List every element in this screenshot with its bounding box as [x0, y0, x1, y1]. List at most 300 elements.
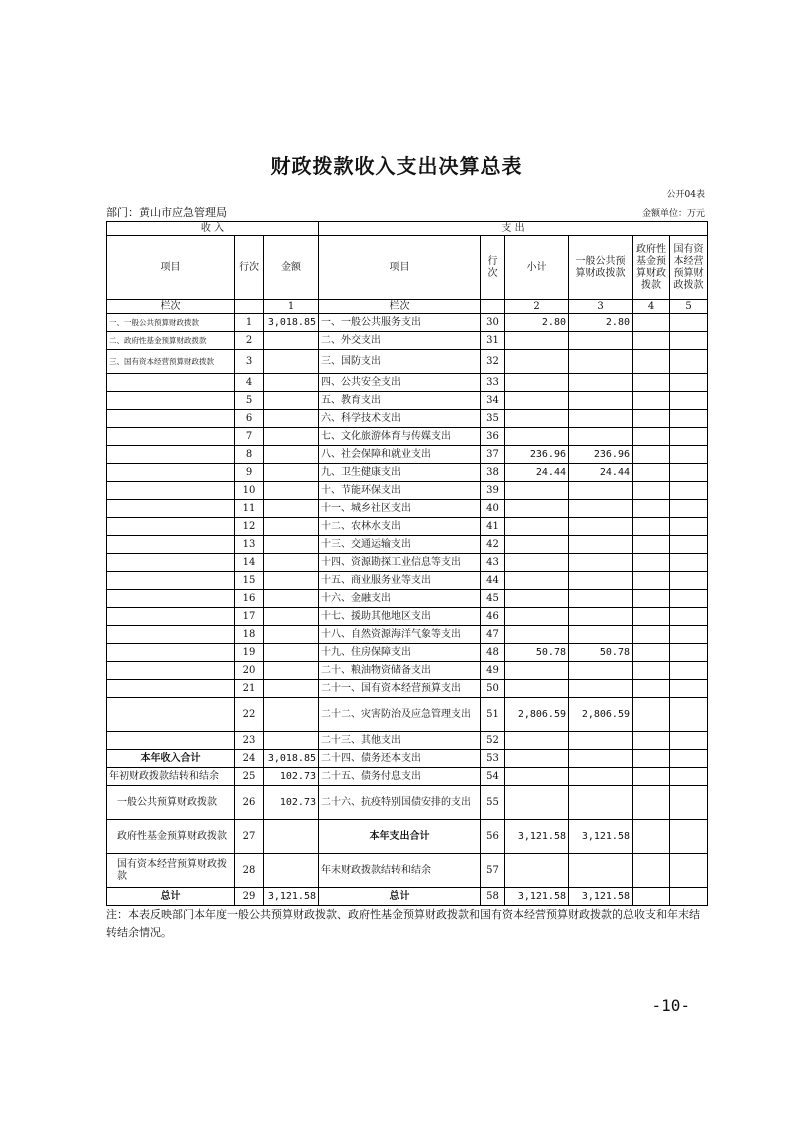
table-row: [107, 314, 708, 332]
income-row-number: 12: [235, 518, 264, 536]
expense-subtotal: 2,806.59: [505, 698, 569, 732]
expense-row-number: 51: [481, 698, 505, 732]
fund-budget-amount: [633, 428, 670, 446]
expense-subtotal: [505, 662, 569, 680]
expense-subtotal: 2.80: [505, 314, 569, 332]
income-amount: [264, 428, 319, 446]
footnote: 注：本表反映部门本年度一般公共预算财政拨款、政府性基金预算财政拨款和国有资本经营预算财政拨款的总收支和年末结转结余情况。: [106, 908, 700, 939]
income-amount: [264, 518, 319, 536]
income-item: [107, 626, 235, 644]
general-budget-amount: 2,806.59: [569, 698, 633, 732]
expense-subtotal: [505, 750, 569, 768]
income-amount-header: 金额: [264, 236, 319, 300]
expense-subtotal: 236.96: [505, 446, 569, 464]
income-amount: 102.73: [264, 768, 319, 786]
general-budget-amount: 2.80: [569, 314, 633, 332]
table-row: [107, 662, 708, 680]
table-row: [107, 374, 708, 392]
income-row-number: 24: [235, 750, 264, 768]
income-item: [107, 644, 235, 662]
income-item: [107, 662, 235, 680]
income-row-number: 2: [235, 332, 264, 350]
fund-budget-amount: [633, 662, 670, 680]
state-capital-amount: [670, 500, 708, 518]
table-row: [107, 644, 708, 662]
table-row: [107, 518, 708, 536]
col-label-2: 栏次: [319, 300, 481, 314]
income-item: 本年收入合计: [107, 750, 235, 768]
table-row: [107, 446, 708, 464]
table-row: [107, 820, 708, 854]
income-row-number: 9: [235, 464, 264, 482]
income-item: 国有资本经营预算财政拨款: [107, 854, 235, 888]
expense-row-number: 54: [481, 768, 505, 786]
expense-subtotal: [505, 428, 569, 446]
table-row: [107, 410, 708, 428]
income-amount: [264, 350, 319, 374]
expense-row-number: 46: [481, 608, 505, 626]
income-item: 总计: [107, 888, 235, 906]
income-row-number: 10: [235, 482, 264, 500]
expense-subtotal: [505, 536, 569, 554]
col-index-5: 5: [670, 300, 708, 314]
general-budget-amount: [569, 590, 633, 608]
income-row-number: 25: [235, 768, 264, 786]
column-header-row: [107, 236, 708, 300]
expense-row-number: 47: [481, 626, 505, 644]
col-index-3: 3: [569, 300, 633, 314]
income-item: [107, 518, 235, 536]
income-row-number: 17: [235, 608, 264, 626]
income-row-number: 21: [235, 680, 264, 698]
general-budget-amount: [569, 854, 633, 888]
income-row-number: 29: [235, 888, 264, 906]
general-budget-amount: [569, 374, 633, 392]
general-budget-amount: [569, 350, 633, 374]
expense-item: 十七、援助其他地区支出: [319, 608, 481, 626]
state-capital-amount: [670, 446, 708, 464]
income-row-number: 8: [235, 446, 264, 464]
fund-budget-amount: [633, 750, 670, 768]
income-amount: [264, 410, 319, 428]
expense-subtotal: [505, 392, 569, 410]
income-amount: [264, 536, 319, 554]
income-amount: [264, 332, 319, 350]
expense-row-number: 33: [481, 374, 505, 392]
income-row-number: 27: [235, 820, 264, 854]
expense-subtotal: 3,121.58: [505, 888, 569, 906]
state-capital-amount: [670, 536, 708, 554]
state-capital-amount: [670, 314, 708, 332]
income-item: [107, 392, 235, 410]
income-row-number: 6: [235, 410, 264, 428]
income-amount: [264, 554, 319, 572]
expense-row-number: 43: [481, 554, 505, 572]
col-label: 栏次: [107, 300, 235, 314]
fund-budget-amount: [633, 698, 670, 732]
expense-row-number: 52: [481, 732, 505, 750]
page-title: 财政拨款收入支出决算总表: [270, 154, 523, 178]
income-row-number: 20: [235, 662, 264, 680]
expense-item: 十二、农林水支出: [319, 518, 481, 536]
income-item: [107, 572, 235, 590]
expense-row-number: 36: [481, 428, 505, 446]
income-amount: [264, 572, 319, 590]
expense-subtotal: [505, 410, 569, 428]
expense-item: 十五、商业服务业等支出: [319, 572, 481, 590]
expense-item: 二十二、灾害防治及应急管理支出: [319, 698, 481, 732]
expense-row-number: 57: [481, 854, 505, 888]
general-budget-amount: [569, 626, 633, 644]
state-capital-amount: [670, 732, 708, 750]
expense-item: 十一、城乡社区支出: [319, 500, 481, 518]
expense-item: 六、科学技术支出: [319, 410, 481, 428]
general-budget-amount: 236.96: [569, 446, 633, 464]
expense-row-number: 55: [481, 786, 505, 820]
table-row: [107, 732, 708, 750]
income-item: [107, 374, 235, 392]
general-budget-amount: [569, 608, 633, 626]
section-header-row: [107, 222, 708, 236]
fund-budget-amount: [633, 768, 670, 786]
income-row-number: 5: [235, 392, 264, 410]
state-capital-amount: [670, 820, 708, 854]
expense-row-number: 35: [481, 410, 505, 428]
income-row-number: 3: [235, 350, 264, 374]
expense-item: 九、卫生健康支出: [319, 464, 481, 482]
expense-item: 二、外交支出: [319, 332, 481, 350]
income-amount: [264, 482, 319, 500]
table-row: [107, 888, 708, 906]
table-row: [107, 392, 708, 410]
income-item: [107, 680, 235, 698]
general-budget-amount: [569, 750, 633, 768]
expense-item: 八、社会保障和就业支出: [319, 446, 481, 464]
table-row: [107, 680, 708, 698]
expense-row-number: 42: [481, 536, 505, 554]
state-capital-amount: [670, 854, 708, 888]
income-amount: [264, 392, 319, 410]
table-row: [107, 500, 708, 518]
table-row: [107, 590, 708, 608]
expense-item: 一、一般公共服务支出: [319, 314, 481, 332]
col-index-2: 2: [505, 300, 569, 314]
income-row-number: 23: [235, 732, 264, 750]
expense-row-number: 39: [481, 482, 505, 500]
fund-budget-amount: [633, 572, 670, 590]
state-capital-amount: [670, 332, 708, 350]
income-row-number: 4: [235, 374, 264, 392]
general-budget-amount: [569, 332, 633, 350]
expense-subtotal: 50.78: [505, 644, 569, 662]
income-header: 收 入: [107, 222, 319, 236]
income-item: [107, 698, 235, 732]
expense-subtotal: [505, 572, 569, 590]
general-budget-amount: 50.78: [569, 644, 633, 662]
income-row-number: 7: [235, 428, 264, 446]
income-item-header: 项目: [107, 236, 235, 300]
department-label: 部门：黄山市应急管理局: [106, 206, 227, 219]
expense-item: 十四、资源勘探工业信息等支出: [319, 554, 481, 572]
column-index-row: [107, 300, 708, 314]
income-row-number: 16: [235, 590, 264, 608]
expense-row-number: 32: [481, 350, 505, 374]
expense-subtotal: [505, 608, 569, 626]
expense-row-number: 44: [481, 572, 505, 590]
income-amount: 102.73: [264, 786, 319, 820]
state-capital-header: 国有资本经营预算财政拨款: [670, 236, 708, 300]
general-budget-amount: [569, 554, 633, 572]
fund-budget-amount: [633, 392, 670, 410]
general-budget-amount: 3,121.58: [569, 888, 633, 906]
table-row: [107, 332, 708, 350]
expense-subtotal: [505, 626, 569, 644]
expense-row-number: 40: [481, 500, 505, 518]
income-amount: [264, 446, 319, 464]
expense-row-number: 53: [481, 750, 505, 768]
state-capital-amount: [670, 680, 708, 698]
fund-budget-amount: [633, 500, 670, 518]
income-amount: [264, 732, 319, 750]
expense-subtotal: 24.44: [505, 464, 569, 482]
table-row: [107, 608, 708, 626]
expense-item: 本年支出合计: [319, 820, 481, 854]
expense-subtotal: [505, 786, 569, 820]
fund-budget-amount: [633, 464, 670, 482]
general-budget-amount: [569, 428, 633, 446]
expense-subtotal: [505, 518, 569, 536]
table-row: [107, 428, 708, 446]
fund-budget-amount: [633, 314, 670, 332]
fund-budget-amount: [633, 854, 670, 888]
form-number: 公开04表: [666, 190, 705, 200]
income-amount: [264, 698, 319, 732]
expense-header: 支 出: [319, 222, 708, 236]
income-item: 年初财政拨款结转和结余: [107, 768, 235, 786]
table-row: [107, 768, 708, 786]
state-capital-amount: [670, 518, 708, 536]
general-budget-amount: [569, 482, 633, 500]
expense-item: 二十三、其他支出: [319, 732, 481, 750]
income-row-number: 1: [235, 314, 264, 332]
income-amount: [264, 626, 319, 644]
income-item: [107, 464, 235, 482]
income-row-number: 19: [235, 644, 264, 662]
expense-rowno-header: 行次: [481, 236, 505, 300]
table-row: [107, 698, 708, 732]
expense-subtotal: [505, 854, 569, 888]
expense-item: 五、教育支出: [319, 392, 481, 410]
expense-subtotal: [505, 554, 569, 572]
fund-budget-amount: [633, 888, 670, 906]
state-capital-amount: [670, 572, 708, 590]
income-amount: [264, 608, 319, 626]
income-item: [107, 500, 235, 518]
general-budget-amount: 3,121.58: [569, 820, 633, 854]
income-amount: [264, 662, 319, 680]
state-capital-amount: [670, 608, 708, 626]
income-item: [107, 428, 235, 446]
fund-budget-amount: [633, 410, 670, 428]
general-budget-amount: [569, 392, 633, 410]
general-budget-amount: [569, 410, 633, 428]
income-row-number: 11: [235, 500, 264, 518]
table-row: [107, 482, 708, 500]
income-row-number: 13: [235, 536, 264, 554]
income-amount: [264, 680, 319, 698]
expense-row-number: 58: [481, 888, 505, 906]
expense-item: 二十六、抗疫特别国债安排的支出: [319, 786, 481, 820]
table-row: [107, 626, 708, 644]
income-amount: [264, 374, 319, 392]
state-capital-amount: [670, 392, 708, 410]
income-amount: [264, 464, 319, 482]
expense-item: 十九、住房保障支出: [319, 644, 481, 662]
state-capital-amount: [670, 644, 708, 662]
state-capital-amount: [670, 698, 708, 732]
state-capital-amount: [670, 626, 708, 644]
fund-budget-amount: [633, 446, 670, 464]
income-item: [107, 410, 235, 428]
fund-budget-amount: [633, 732, 670, 750]
expense-subtotal: [505, 374, 569, 392]
table-row: [107, 554, 708, 572]
expense-item-header: 项目: [319, 236, 481, 300]
expense-subtotal: [505, 768, 569, 786]
budget-summary-table: [106, 221, 708, 906]
income-item: 二、政府性基金预算财政拨款: [107, 332, 235, 350]
table-row: [107, 572, 708, 590]
state-capital-amount: [670, 662, 708, 680]
expense-row-number: 49: [481, 662, 505, 680]
income-amount: [264, 820, 319, 854]
expense-row-number: 34: [481, 392, 505, 410]
general-budget-header: 一般公共预算财政拨款: [569, 236, 633, 300]
expense-item: 三、国防支出: [319, 350, 481, 374]
fund-budget-amount: [633, 590, 670, 608]
col-index-1: 1: [264, 300, 319, 314]
expense-item: 二十五、债务付息支出: [319, 768, 481, 786]
expense-row-number: 30: [481, 314, 505, 332]
income-amount: 3,018.85: [264, 750, 319, 768]
income-row-number: 26: [235, 786, 264, 820]
state-capital-amount: [670, 888, 708, 906]
table-row: [107, 750, 708, 768]
expense-subtotal: [505, 590, 569, 608]
general-budget-amount: [569, 572, 633, 590]
fund-budget-amount: [633, 482, 670, 500]
expense-subtotal: [505, 732, 569, 750]
expense-subtotal: [505, 350, 569, 374]
expense-row-number: 45: [481, 590, 505, 608]
table-row: [107, 464, 708, 482]
fund-budget-amount: [633, 518, 670, 536]
page-number: -10-: [651, 996, 690, 1015]
expense-item: 二十一、国有资本经营预算支出: [319, 680, 481, 698]
expense-row-number: 37: [481, 446, 505, 464]
fund-budget-amount: [633, 350, 670, 374]
expense-row-number: 50: [481, 680, 505, 698]
unit-label: 金额单位：万元: [641, 209, 705, 219]
general-budget-amount: [569, 786, 633, 820]
income-item: [107, 482, 235, 500]
expense-subtotal: [505, 680, 569, 698]
income-row-number: 22: [235, 698, 264, 732]
income-item: [107, 554, 235, 572]
expense-row-number: 48: [481, 644, 505, 662]
income-amount: [264, 590, 319, 608]
income-item: [107, 536, 235, 554]
expense-subtotal: [505, 332, 569, 350]
expense-item: 二十、粮油物资储备支出: [319, 662, 481, 680]
subtotal-header: 小计: [505, 236, 569, 300]
general-budget-amount: [569, 500, 633, 518]
fund-budget-amount: [633, 644, 670, 662]
expense-item: 年末财政拨款结转和结余: [319, 854, 481, 888]
expense-subtotal: 3,121.58: [505, 820, 569, 854]
income-amount: [264, 500, 319, 518]
expense-row-number: 56: [481, 820, 505, 854]
state-capital-amount: [670, 374, 708, 392]
income-item: [107, 590, 235, 608]
fund-budget-amount: [633, 608, 670, 626]
general-budget-amount: 24.44: [569, 464, 633, 482]
income-row-number: 15: [235, 572, 264, 590]
income-item: 政府性基金预算财政拨款: [107, 820, 235, 854]
state-capital-amount: [670, 554, 708, 572]
col-index-4: 4: [633, 300, 670, 314]
general-budget-amount: [569, 662, 633, 680]
expense-item: 十、节能环保支出: [319, 482, 481, 500]
state-capital-amount: [670, 750, 708, 768]
income-row-number: 28: [235, 854, 264, 888]
state-capital-amount: [670, 786, 708, 820]
general-budget-amount: [569, 768, 633, 786]
fund-budget-amount: [633, 820, 670, 854]
state-capital-amount: [670, 428, 708, 446]
fund-budget-amount: [633, 536, 670, 554]
expense-item: 总计: [319, 888, 481, 906]
income-item: [107, 608, 235, 626]
fund-budget-amount: [633, 626, 670, 644]
expense-item: 四、公共安全支出: [319, 374, 481, 392]
general-budget-amount: [569, 732, 633, 750]
state-capital-amount: [670, 590, 708, 608]
income-amount: [264, 644, 319, 662]
state-capital-amount: [670, 768, 708, 786]
income-row-number: 14: [235, 554, 264, 572]
table-row: [107, 786, 708, 820]
general-budget-amount: [569, 536, 633, 554]
income-amount: 3,121.58: [264, 888, 319, 906]
expense-row-number: 41: [481, 518, 505, 536]
fund-budget-amount: [633, 332, 670, 350]
fund-budget-amount: [633, 786, 670, 820]
expense-item: 七、文化旅游体育与传媒支出: [319, 428, 481, 446]
income-item: 一般公共预算财政拨款: [107, 786, 235, 820]
table-row: [107, 536, 708, 554]
fund-budget-amount: [633, 554, 670, 572]
fund-budget-header: 政府性基金预算财政拨款: [633, 236, 670, 300]
table-row: [107, 854, 708, 888]
expense-subtotal: [505, 500, 569, 518]
income-item: 三、国有资本经营预算财政拨款: [107, 350, 235, 374]
expense-row-number: 38: [481, 464, 505, 482]
income-amount: [264, 854, 319, 888]
income-amount: 3,018.85: [264, 314, 319, 332]
fund-budget-amount: [633, 680, 670, 698]
income-item: [107, 446, 235, 464]
